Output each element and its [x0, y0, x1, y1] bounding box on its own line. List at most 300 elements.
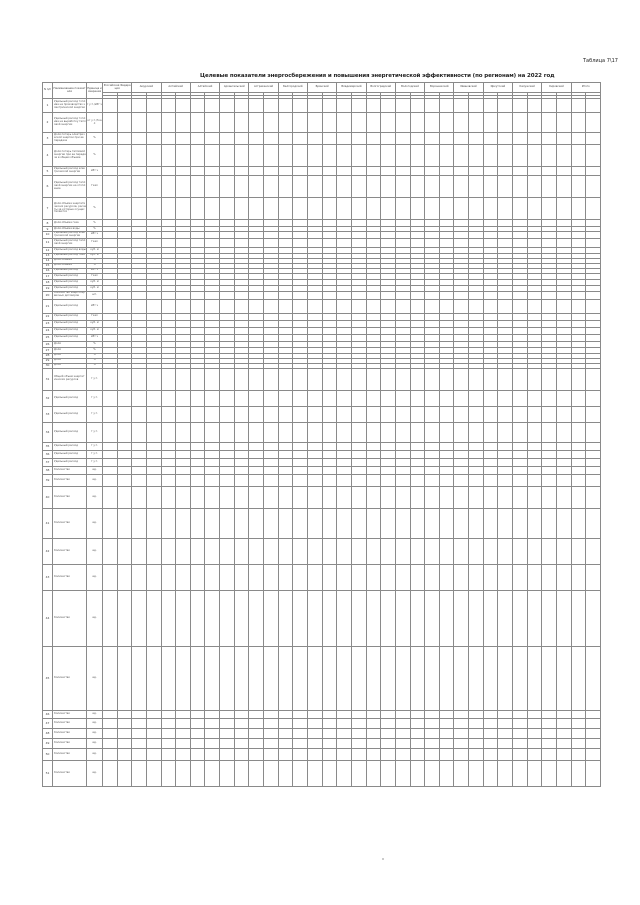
- table-number: Таблица 7\17: [583, 58, 618, 64]
- row-value-cell: [542, 133, 557, 145]
- row-value-cell: [469, 474, 484, 486]
- row-value-cell: [161, 508, 176, 538]
- row-value-cell: [293, 327, 308, 334]
- row-value-cell: [103, 508, 118, 538]
- row-value-cell: [571, 291, 586, 299]
- row-number: 6: [43, 176, 53, 198]
- row-value-cell: [439, 590, 454, 646]
- row-value-cell: [264, 710, 279, 718]
- row-value-cell: [439, 486, 454, 508]
- row-value-cell: [132, 442, 147, 450]
- row-value-cell: [366, 474, 381, 486]
- row-unit: куб. м: [87, 253, 103, 258]
- row-value-cell: [220, 508, 235, 538]
- row-value-cell: [205, 167, 220, 176]
- row-value-cell: [103, 564, 118, 590]
- row-value-cell: [249, 145, 264, 167]
- row-value-cell: [513, 334, 528, 341]
- row-number: 8: [43, 220, 53, 227]
- row-value-cell: [454, 760, 469, 786]
- row-value-cell: [293, 220, 308, 227]
- row-value-cell: [337, 368, 352, 390]
- row-value-cell: [439, 220, 454, 227]
- row-value-cell: [278, 474, 293, 486]
- row-value-cell: [190, 167, 205, 176]
- row-value-cell: [395, 728, 410, 738]
- row-value-cell: [425, 133, 440, 145]
- row-value-cell: [425, 646, 440, 710]
- row-value-cell: [234, 238, 249, 247]
- row-value-cell: [556, 458, 571, 466]
- row-value-cell: [381, 646, 396, 710]
- row-value-cell: [527, 710, 542, 718]
- row-value-cell: [513, 320, 528, 327]
- row-value-cell: [278, 145, 293, 167]
- row-value-cell: [410, 710, 425, 718]
- row-value-cell: [264, 508, 279, 538]
- row-unit: ед.: [87, 564, 103, 590]
- row-value-cell: [132, 313, 147, 320]
- table-row: [43, 133, 601, 145]
- row-name: Количество: [53, 710, 87, 718]
- row-value-cell: [190, 718, 205, 728]
- row-value-cell: [103, 422, 118, 442]
- table-row: [43, 508, 601, 538]
- row-value-cell: [498, 710, 513, 718]
- row-value-cell: [234, 291, 249, 299]
- row-name: Удельный расход: [53, 268, 87, 273]
- row-unit: т у.т.: [87, 458, 103, 466]
- row-unit: %: [87, 227, 103, 232]
- row-value-cell: [351, 508, 366, 538]
- row-value-cell: [278, 327, 293, 334]
- row-number: 42: [43, 538, 53, 564]
- row-value-cell: [425, 422, 440, 442]
- row-value-cell: [234, 167, 249, 176]
- row-value-cell: [483, 590, 498, 646]
- row-name: Удельный расход: [53, 299, 87, 313]
- row-value-cell: [425, 466, 440, 474]
- header-region: Калужский: [513, 83, 542, 93]
- row-value-cell: [513, 99, 528, 113]
- row-value-cell: [571, 313, 586, 320]
- row-value-cell: [322, 646, 337, 710]
- header-region: Алтайский: [161, 83, 190, 93]
- row-value-cell: [571, 748, 586, 760]
- row-value-cell: [410, 220, 425, 227]
- row-value-cell: [498, 646, 513, 710]
- row-value-cell: [513, 710, 528, 718]
- row-value-cell: [425, 232, 440, 239]
- row-value-cell: [146, 334, 161, 341]
- row-value-cell: [234, 466, 249, 474]
- row-value-cell: [454, 422, 469, 442]
- row-unit: куб. м: [87, 285, 103, 291]
- row-value-cell: [527, 738, 542, 748]
- row-value-cell: [483, 299, 498, 313]
- row-value-cell: [103, 590, 118, 646]
- row-value-cell: [249, 320, 264, 327]
- row-value-cell: [395, 422, 410, 442]
- table-row: [43, 458, 601, 466]
- row-value-cell: [483, 450, 498, 458]
- row-value-cell: [483, 508, 498, 538]
- row-value-cell: [439, 232, 454, 239]
- row-value-cell: [146, 368, 161, 390]
- row-value-cell: [307, 406, 322, 422]
- row-value-cell: [161, 145, 176, 167]
- row-value-cell: [366, 133, 381, 145]
- row-value-cell: [161, 474, 176, 486]
- row-value-cell: [454, 334, 469, 341]
- row-value-cell: [498, 145, 513, 167]
- row-value-cell: [498, 486, 513, 508]
- row-value-cell: [249, 133, 264, 145]
- row-value-cell: [425, 198, 440, 220]
- row-value-cell: [337, 145, 352, 167]
- row-value-cell: [117, 176, 132, 198]
- row-unit: ед.: [87, 760, 103, 786]
- header-region: Иркутский: [483, 83, 512, 93]
- row-value-cell: [556, 198, 571, 220]
- row-value-cell: [527, 760, 542, 786]
- row-value-cell: [249, 113, 264, 133]
- row-value-cell: [146, 232, 161, 239]
- row-value-cell: [337, 564, 352, 590]
- row-value-cell: [454, 232, 469, 239]
- row-value-cell: [103, 728, 118, 738]
- row-value-cell: [527, 646, 542, 710]
- row-value-cell: [205, 99, 220, 113]
- row-number: 7: [43, 198, 53, 220]
- row-value-cell: [483, 760, 498, 786]
- row-value-cell: [454, 390, 469, 406]
- row-value-cell: [395, 299, 410, 313]
- row-value-cell: [220, 291, 235, 299]
- row-value-cell: [278, 313, 293, 320]
- table-row: [43, 327, 601, 334]
- row-value-cell: [278, 113, 293, 133]
- row-value-cell: [366, 718, 381, 728]
- row-value-cell: [498, 327, 513, 334]
- row-value-cell: [381, 167, 396, 176]
- row-value-cell: [176, 458, 191, 466]
- row-value-cell: [220, 133, 235, 145]
- row-value-cell: [249, 406, 264, 422]
- row-value-cell: [381, 313, 396, 320]
- row-value-cell: [117, 368, 132, 390]
- row-name: Удельный расход: [53, 327, 87, 334]
- row-value-cell: [337, 466, 352, 474]
- row-value-cell: [146, 176, 161, 198]
- row-value-cell: [586, 422, 601, 442]
- row-value-cell: [176, 334, 191, 341]
- row-value-cell: [571, 99, 586, 113]
- row-value-cell: [425, 238, 440, 247]
- row-value-cell: [439, 718, 454, 728]
- row-value-cell: [586, 390, 601, 406]
- row-value-cell: [513, 728, 528, 738]
- row-value-cell: [381, 291, 396, 299]
- row-unit: Гкал: [87, 313, 103, 320]
- row-value-cell: [117, 486, 132, 508]
- row-number: 24: [43, 327, 53, 334]
- table-row: [43, 334, 601, 341]
- row-value-cell: [498, 748, 513, 760]
- row-value-cell: [513, 718, 528, 728]
- row-value-cell: [132, 728, 147, 738]
- row-value-cell: [146, 590, 161, 646]
- row-value-cell: [527, 133, 542, 145]
- row-number: 48: [43, 728, 53, 738]
- row-value-cell: [366, 390, 381, 406]
- row-value-cell: [425, 99, 440, 113]
- row-value-cell: [454, 738, 469, 748]
- row-value-cell: [176, 748, 191, 760]
- row-value-cell: [234, 313, 249, 320]
- row-value-cell: [293, 368, 308, 390]
- row-value-cell: [322, 220, 337, 227]
- row-value-cell: [322, 176, 337, 198]
- row-value-cell: [527, 422, 542, 442]
- row-value-cell: [190, 145, 205, 167]
- row-value-cell: [264, 334, 279, 341]
- row-number: 15: [43, 263, 53, 268]
- row-value-cell: [337, 320, 352, 327]
- row-value-cell: [161, 466, 176, 474]
- row-value-cell: [337, 458, 352, 466]
- row-value-cell: [381, 176, 396, 198]
- table-row: [43, 167, 601, 176]
- row-value-cell: [439, 466, 454, 474]
- header-region: Астраханский: [249, 83, 278, 93]
- row-value-cell: [513, 646, 528, 710]
- row-value-cell: [469, 133, 484, 145]
- row-value-cell: [205, 760, 220, 786]
- row-value-cell: [117, 646, 132, 710]
- row-unit: %: [87, 363, 103, 368]
- row-value-cell: [146, 145, 161, 167]
- row-number: 9: [43, 227, 53, 232]
- row-value-cell: [469, 564, 484, 590]
- row-value-cell: [483, 538, 498, 564]
- row-value-cell: [498, 390, 513, 406]
- data-table: [42, 82, 601, 787]
- row-value-cell: [410, 646, 425, 710]
- row-value-cell: [454, 458, 469, 466]
- row-value-cell: [395, 710, 410, 718]
- row-value-cell: [381, 486, 396, 508]
- row-value-cell: [220, 564, 235, 590]
- row-value-cell: [571, 486, 586, 508]
- row-value-cell: [542, 458, 557, 466]
- row-value-cell: [307, 466, 322, 474]
- row-value-cell: [205, 422, 220, 442]
- row-value-cell: [527, 220, 542, 227]
- row-value-cell: [264, 232, 279, 239]
- row-value-cell: [469, 145, 484, 167]
- row-value-cell: [527, 474, 542, 486]
- row-value-cell: [220, 474, 235, 486]
- row-value-cell: [439, 198, 454, 220]
- row-value-cell: [542, 145, 557, 167]
- row-value-cell: [220, 442, 235, 450]
- row-value-cell: [395, 508, 410, 538]
- row-value-cell: [410, 390, 425, 406]
- row-value-cell: [234, 738, 249, 748]
- row-value-cell: [483, 718, 498, 728]
- row-value-cell: [293, 299, 308, 313]
- row-value-cell: [278, 220, 293, 227]
- row-value-cell: [542, 167, 557, 176]
- row-value-cell: [454, 320, 469, 327]
- row-number: 51: [43, 760, 53, 786]
- row-value-cell: [351, 450, 366, 458]
- row-number: 10: [43, 232, 53, 239]
- row-value-cell: [483, 113, 498, 133]
- row-value-cell: [586, 538, 601, 564]
- row-value-cell: [586, 320, 601, 327]
- row-value-cell: [542, 466, 557, 474]
- header-region: Брянский: [307, 83, 336, 93]
- header-region: Архангельский: [220, 83, 249, 93]
- row-value-cell: [205, 564, 220, 590]
- row-number: 40: [43, 486, 53, 508]
- row-name: Удельный расход газа: [54, 253, 85, 257]
- row-value-cell: [513, 176, 528, 198]
- row-value-cell: [351, 486, 366, 508]
- row-value-cell: [337, 176, 352, 198]
- row-value-cell: [337, 238, 352, 247]
- row-value-cell: [337, 748, 352, 760]
- row-value-cell: [542, 198, 557, 220]
- row-value-cell: [322, 145, 337, 167]
- row-value-cell: [337, 508, 352, 538]
- row-value-cell: [542, 710, 557, 718]
- row-value-cell: [410, 564, 425, 590]
- row-value-cell: [322, 167, 337, 176]
- row-value-cell: [293, 728, 308, 738]
- row-value-cell: [322, 710, 337, 718]
- row-name: Количество: [53, 538, 87, 564]
- row-value-cell: [513, 748, 528, 760]
- row-value-cell: [278, 99, 293, 113]
- row-value-cell: [425, 327, 440, 334]
- row-value-cell: [425, 718, 440, 728]
- row-value-cell: [571, 738, 586, 748]
- row-value-cell: [322, 508, 337, 538]
- row-number: 39: [43, 474, 53, 486]
- row-name: Удельный расход: [53, 285, 87, 291]
- row-value-cell: [161, 564, 176, 590]
- row-value-cell: [176, 466, 191, 474]
- row-value-cell: [337, 474, 352, 486]
- row-value-cell: [425, 590, 440, 646]
- row-value-cell: [395, 486, 410, 508]
- row-value-cell: [571, 220, 586, 227]
- row-value-cell: [425, 738, 440, 748]
- row-name: Количество: [53, 564, 87, 590]
- row-value-cell: [586, 368, 601, 390]
- row-value-cell: [366, 167, 381, 176]
- row-name: Доля объема воды: [53, 227, 87, 232]
- row-value-cell: [307, 474, 322, 486]
- row-value-cell: [132, 466, 147, 474]
- row-value-cell: [234, 508, 249, 538]
- row-value-cell: [381, 232, 396, 239]
- row-value-cell: [322, 728, 337, 738]
- row-value-cell: [571, 450, 586, 458]
- row-value-cell: [117, 406, 132, 422]
- row-value-cell: [586, 238, 601, 247]
- row-value-cell: [410, 442, 425, 450]
- row-name: Удельный расход: [53, 320, 87, 327]
- row-value-cell: [351, 238, 366, 247]
- header-name: Наименование показателя: [53, 83, 87, 99]
- row-value-cell: [117, 728, 132, 738]
- row-value-cell: [425, 176, 440, 198]
- row-value-cell: [220, 718, 235, 728]
- row-value-cell: [205, 220, 220, 227]
- row-value-cell: [556, 176, 571, 198]
- row-value-cell: [264, 738, 279, 748]
- table-row: [43, 760, 601, 786]
- row-value-cell: [483, 232, 498, 239]
- row-value-cell: [103, 718, 118, 728]
- row-value-cell: [190, 442, 205, 450]
- row-value-cell: [410, 458, 425, 466]
- row-value-cell: [161, 176, 176, 198]
- row-value-cell: [249, 508, 264, 538]
- row-value-cell: [351, 728, 366, 738]
- row-value-cell: [366, 198, 381, 220]
- row-value-cell: [469, 738, 484, 748]
- row-value-cell: [483, 334, 498, 341]
- row-value-cell: [234, 113, 249, 133]
- row-value-cell: [293, 238, 308, 247]
- row-value-cell: [278, 368, 293, 390]
- row-value-cell: [395, 113, 410, 133]
- row-value-cell: [293, 291, 308, 299]
- row-value-cell: [132, 406, 147, 422]
- row-value-cell: [498, 133, 513, 145]
- row-value-cell: [249, 760, 264, 786]
- row-unit: %: [87, 145, 103, 167]
- row-value-cell: [264, 646, 279, 710]
- row-number: 13: [43, 253, 53, 258]
- row-number: 29: [43, 358, 53, 363]
- row-unit: ед.: [87, 508, 103, 538]
- row-unit: кг у.т./Гкал: [87, 113, 103, 133]
- row-value-cell: [586, 760, 601, 786]
- row-value-cell: [205, 368, 220, 390]
- row-value-cell: [439, 238, 454, 247]
- row-unit: кВт ч: [87, 167, 103, 176]
- row-value-cell: [366, 99, 381, 113]
- row-value-cell: [454, 508, 469, 538]
- row-value-cell: [498, 232, 513, 239]
- row-number: 36: [43, 450, 53, 458]
- row-value-cell: [527, 538, 542, 564]
- row-name: Удельный расход: [53, 334, 87, 341]
- row-unit: куб. м: [87, 247, 103, 253]
- row-value-cell: [146, 748, 161, 760]
- row-value-cell: [293, 590, 308, 646]
- row-value-cell: [498, 718, 513, 728]
- row-value-cell: [366, 145, 381, 167]
- row-value-cell: [351, 760, 366, 786]
- row-value-cell: [513, 450, 528, 458]
